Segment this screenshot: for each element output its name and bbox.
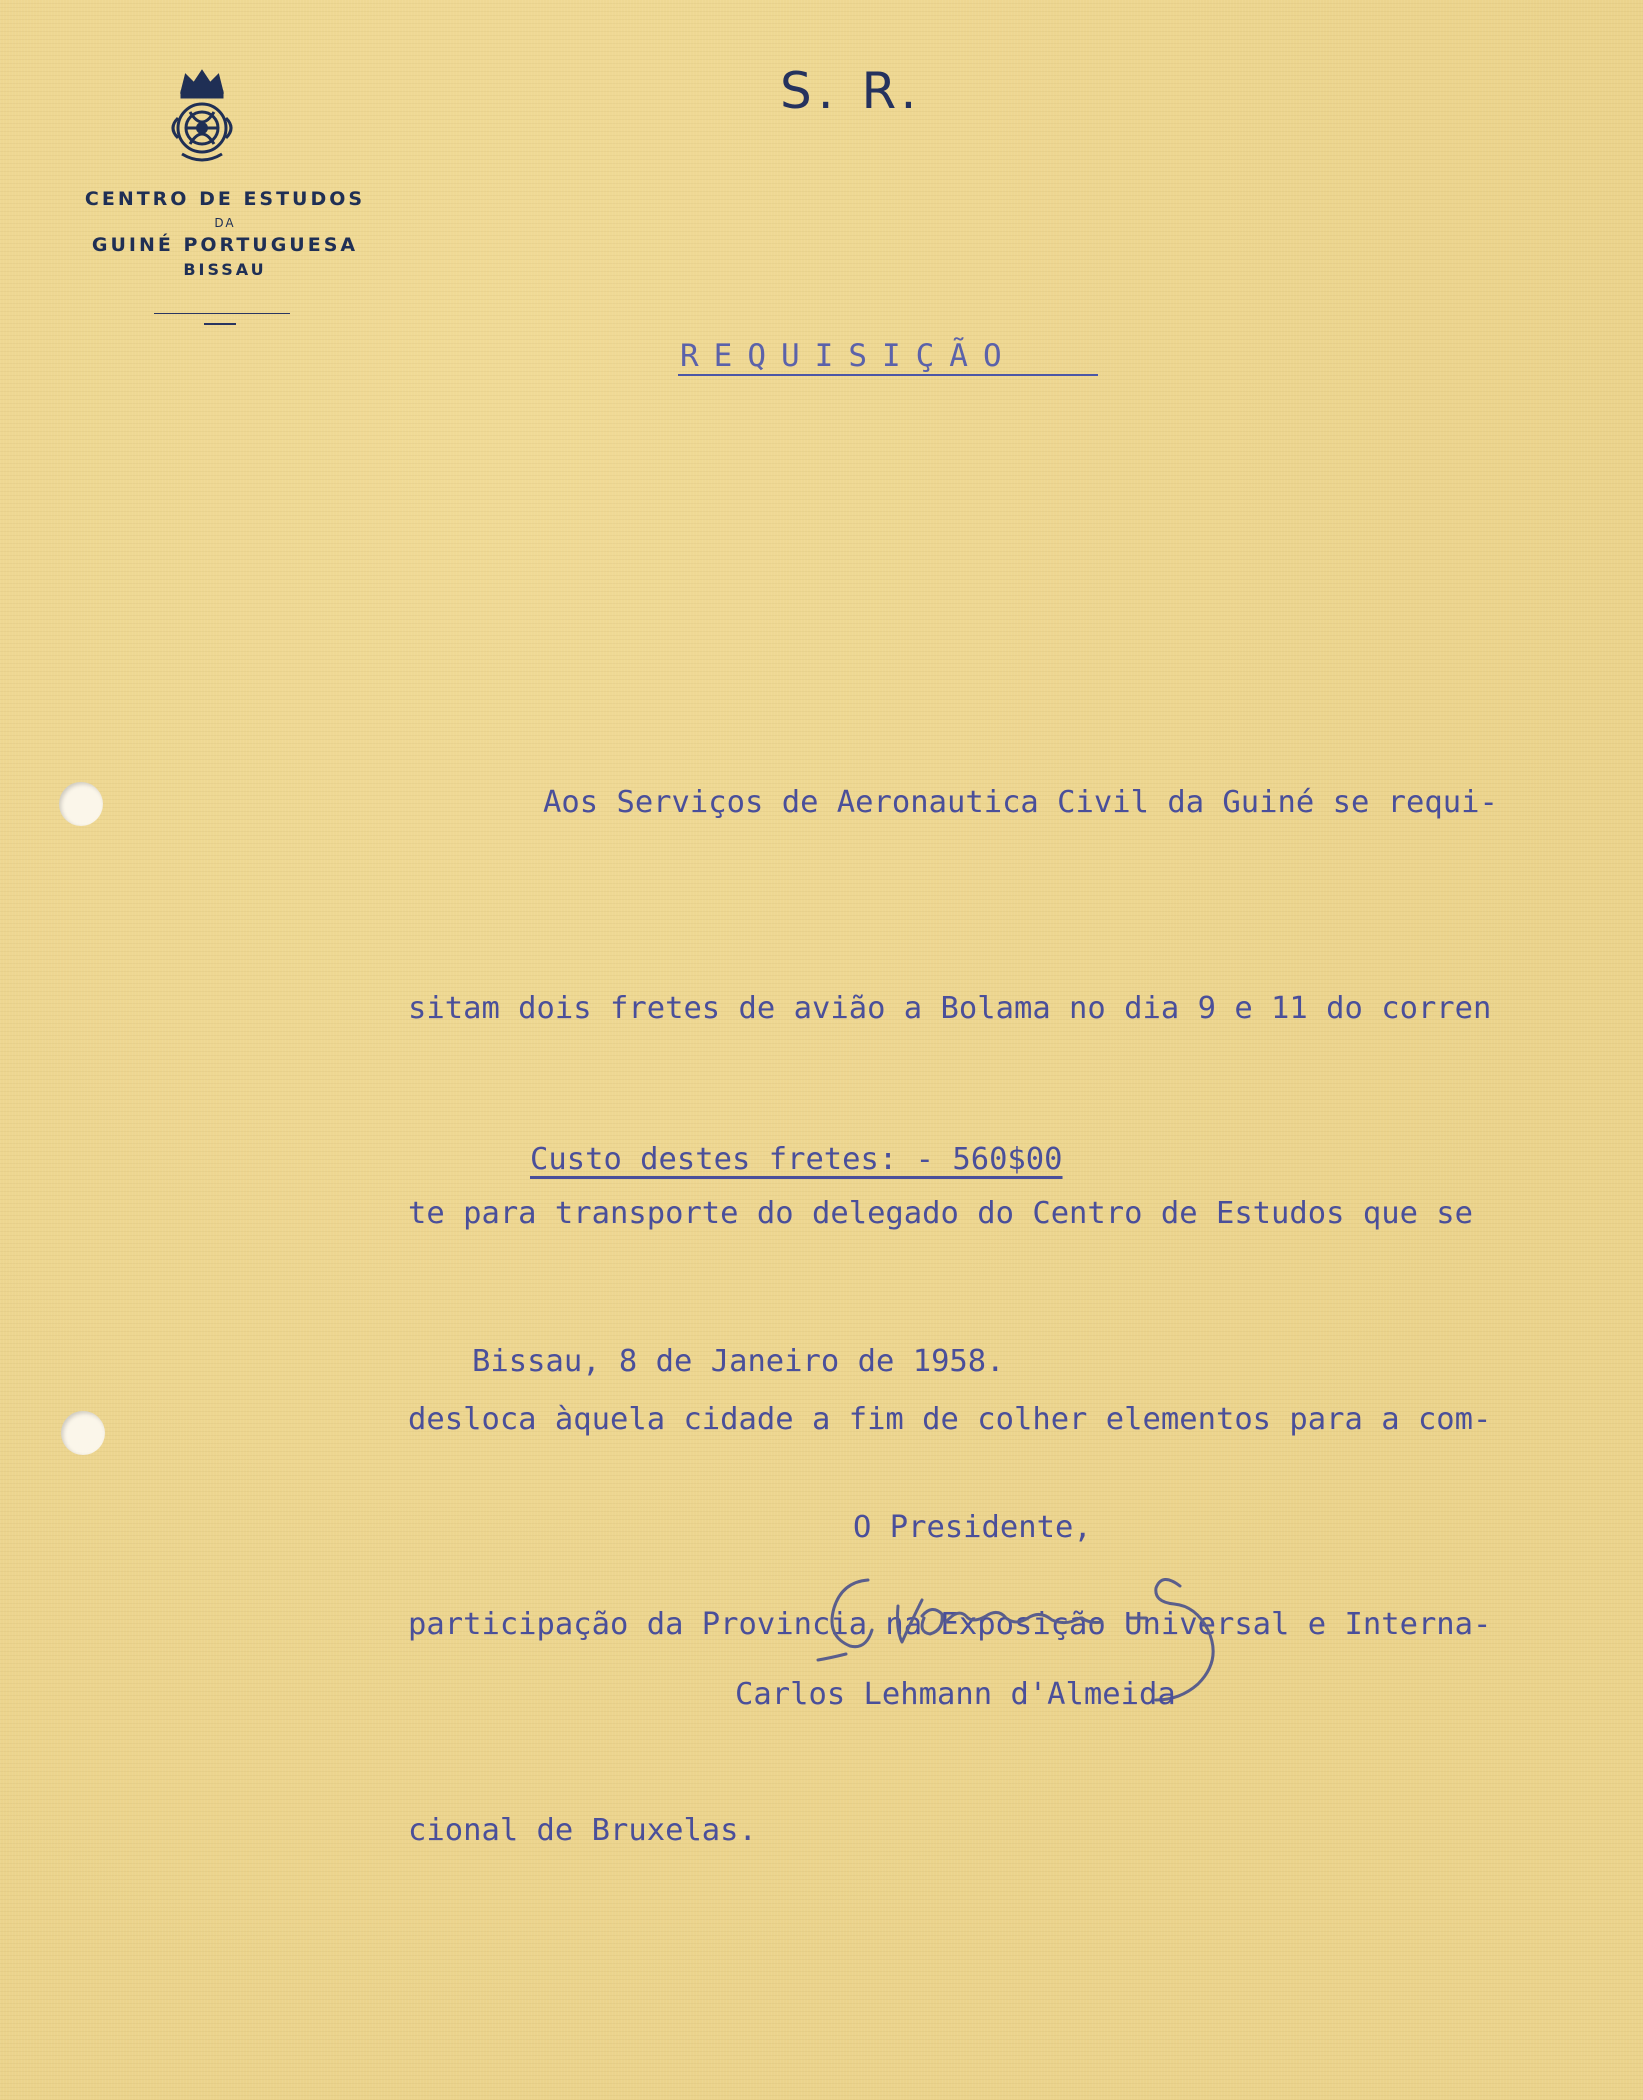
body-line: desloca àquela cidade a fim de colher elementos para a com- bbox=[408, 1401, 1492, 1437]
body-line: participação da Provincia na Exposição Universal e Interna- bbox=[408, 1607, 1492, 1642]
body-line: te para transporte do delegado do Centro de Estudos que se bbox=[408, 1196, 1474, 1231]
body-line: cional de Bruxelas. bbox=[408, 1812, 757, 1848]
body-paragraph bbox=[408, 632, 1498, 2002]
letterhead-line: GUINÉ PORTUGUESA bbox=[91, 234, 359, 256]
letterhead-line: BISSAU bbox=[183, 260, 267, 279]
place-date: Bissau, 8 de Janeiro de 1958. bbox=[472, 1344, 1005, 1379]
punch-hole bbox=[59, 782, 103, 826]
cost-line: Custo destes fretes: - 560$00 bbox=[530, 1142, 1063, 1177]
body-line: Aos Serviços de Aeronautica Civil da Guiné se requi- bbox=[543, 785, 1498, 820]
signatory-role: O Presidente, bbox=[853, 1510, 1092, 1545]
title-underline bbox=[678, 374, 1098, 376]
coat-of-arms-icon bbox=[160, 62, 244, 170]
letterhead-line: CENTRO DE ESTUDOS bbox=[84, 188, 366, 210]
letterhead bbox=[40, 188, 410, 279]
header-mark: S. R. bbox=[780, 62, 923, 120]
letterhead-divider bbox=[204, 323, 236, 325]
signatory-name: Carlos Lehmann d'Almeida bbox=[735, 1677, 1176, 1712]
letterhead-divider bbox=[154, 313, 290, 314]
body-line: sitam dois fretes de avião a Bolama no dia 9 e 11 do corren bbox=[408, 990, 1492, 1026]
punch-hole bbox=[61, 1411, 105, 1455]
letterhead-line: DA bbox=[214, 216, 236, 230]
document-title: REQUISIÇÃO bbox=[680, 338, 1017, 374]
